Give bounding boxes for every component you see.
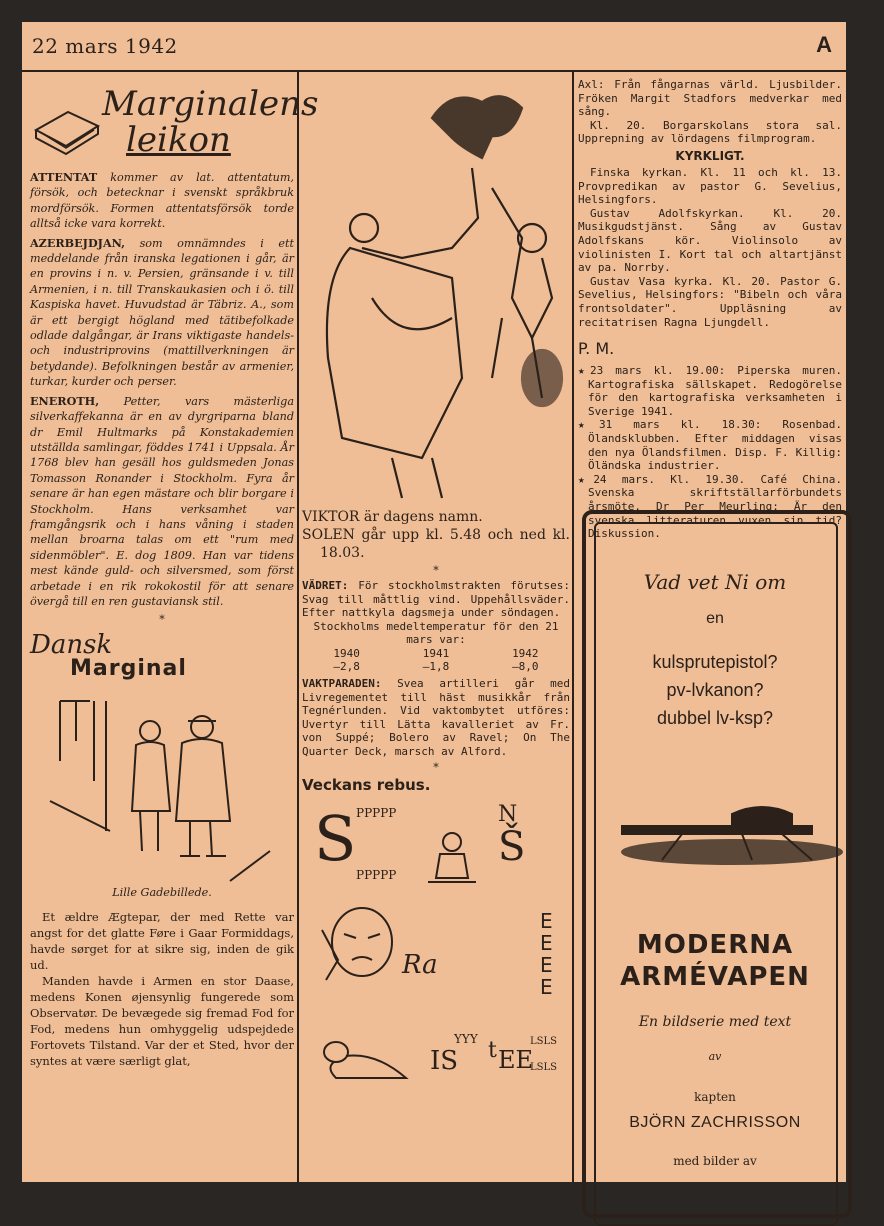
- temperature-intro: Stockholms medeltemperatur för den 21 mars var:: [313, 619, 559, 647]
- guard-parade-head: VAKTPARADEN:: [302, 676, 382, 690]
- child-on-potty-drawing: [422, 830, 482, 890]
- ad-kapten: kapten: [694, 1090, 736, 1104]
- entry-body: Petter, vars mästerliga silverkaffekanna är en av dyrgriparna bland dr Emil Hultmarks på Konstakademien utställda samlingar, föddes 1741 i Uppsala. År 1768 blev han gesäll hos guldsmeden Jonas Tomasson Ronander i Stockholm. Fyra år senare är han egen mästare och blir borgare i Stockholm. Hans verksamhet var framgångsrik och i hans våning i staden mellan broarna talas om ett "rum med sidenmöbler". E. dog 1809. Han var tidens mest kände guld- och silversmed, som först arbetade i en rik rokokostil för att senare övergå till en ren gustaviansk stil.: [30, 394, 294, 608]
- section-star: *: [433, 760, 439, 774]
- crying-man-drawing: [312, 900, 402, 990]
- church-listing: Gustav Vasa kyrka. Kl. 20. Pastor G. Sevelius, Helsingfors: "Bibeln och våra frontsoldater". Uppläsning av recitatrisen Ragna Ljungdell.: [578, 274, 842, 329]
- rebus-yyy: YYY: [454, 1031, 478, 1046]
- rebus-ls: LSLS: [530, 1061, 557, 1073]
- rebus-e: E: [540, 974, 553, 999]
- marginalens-lexikon-logo: [30, 78, 319, 170]
- event-paragraph: Axl: Från fångarnas värld. Ljusbilder. Fröken Margit Stadfors medverkar med sång.: [578, 78, 842, 119]
- section-star: *: [159, 613, 165, 627]
- rebus-title: Veckans rebus.: [302, 775, 431, 794]
- church-listing: Finska kyrkan. Kl. 11 och kl. 13. Provpredikan av pastor G. Sevelius, Helsingfors.: [578, 165, 842, 207]
- rebus-s-hacek: Š: [498, 823, 526, 870]
- ad-question-line: pv-lvkanon?: [666, 680, 764, 700]
- advertisement: [582, 510, 848, 1210]
- ad-question-line: en: [706, 610, 724, 627]
- marginal-heading: Marginal: [70, 656, 187, 682]
- page-header: [22, 22, 846, 72]
- rebus-puzzle: [302, 800, 570, 1100]
- dansk-heading: Dansk: [30, 630, 113, 661]
- event-paragraph: Kl. 20. Borgarskolans stora sal. Upprepning av lördagens filmprogram.: [578, 118, 842, 146]
- rebus-e: E: [540, 908, 553, 933]
- weather-head: VÄDRET:: [302, 579, 349, 592]
- cartoon-caption: Lille Gadebillede.: [112, 886, 212, 900]
- weather-body: För stockholmstrakten förutses: Svag till måttlig vind. Uppehållsväder. Efter nattkyla dagsmeja under söndagen.: [302, 579, 570, 620]
- column-divider-right: [572, 72, 574, 1182]
- lexikon-entry: [30, 394, 294, 610]
- rebus-p-cluster: PPPPP: [356, 805, 397, 820]
- ad-med-bilder: med bilder av: [673, 1154, 757, 1168]
- column-divider-left: [297, 72, 299, 1182]
- temp-year: 1940: [333, 646, 360, 660]
- ad-av: av: [708, 1050, 722, 1063]
- section-star: *: [433, 564, 439, 577]
- newspaper-page: [22, 22, 846, 1182]
- pm-item: ★24 mars. Kl. 19.30. Café China. Svenska skriftställarförbundets årsmöte. Dr Per Meurling: Är den svenska litteraturen vuxen sin tid? Diskussion.: [578, 472, 842, 541]
- logo-title-line1: Marginalens: [102, 84, 319, 124]
- rebus-e: E: [540, 930, 553, 955]
- pm-heading: P. M.: [578, 339, 615, 359]
- temp-value: —2,8: [333, 659, 360, 673]
- rebus-e-stack: [540, 910, 553, 998]
- temp-year: 1941: [422, 646, 450, 660]
- danish-story-paragraph: Et ældre Ægtepar, der med Rette var angst for det glatte Føre i Gaar Formiddags, havde sørget for at sikre sig, inden de gik ud.: [30, 909, 294, 972]
- ad-title-line: ARMÉVAPEN: [620, 962, 810, 992]
- temp-value: —1,8: [422, 659, 450, 673]
- rebus-big-s: S: [314, 801, 357, 875]
- weather-paragraph: [302, 579, 570, 620]
- page-letter: A: [816, 32, 832, 57]
- book-icon: [32, 102, 102, 154]
- church-listing: Gustav Adolfskyrkan. Kl. 20. Musikgudstjänst. Sång av Gustav Adolfskans kör. Violinsolo av violinisten I. Kort tal och altartjänst av pa. Norrby.: [578, 206, 842, 275]
- guard-parade-body: Svea artilleri går med Livregementet till häst musikkår från Tegnérlunden. Vid vaktombytet utföres: Uvertyr till Lätta kavalleriet av Fr. von Suppé; Bolero av Ravel; On The Quarter Deck, marsch av Alford.: [302, 676, 570, 758]
- ad-author: BJÖRN ZACHRISSON: [629, 1114, 801, 1131]
- pm-item: ★31 mars kl. 18.30: Rosenbad. Ölandsklubben. Efter middagen visas den nya Ölandsfilmen. Disp. F. Killig: Öländska industrier.: [578, 418, 842, 473]
- right-column: [578, 78, 843, 541]
- ad-title-line: MODERNA: [636, 930, 794, 960]
- ad-question-line: dubbel lv-ksp?: [656, 708, 774, 728]
- ad-subtitle: En bildserie med text: [638, 1014, 792, 1030]
- machine-gun-drawing: [582, 790, 848, 870]
- header-rule: [22, 70, 846, 72]
- father-child-illustration: [302, 78, 570, 508]
- danish-story-paragraph: Manden havde i Armen en stor Daase, medens Konen øjensynlig fungerede som Observatør. De bevægede sig fremad Fod for Fod, medens hun omhyggelig udspejdede Fortovets Tilstand. Var der et Sted, hvor der syntes at være særligt glat,: [30, 973, 294, 1068]
- lexikon-entry: [30, 170, 294, 232]
- seal-drawing: [316, 1032, 416, 1092]
- ad-question-line: kulsprutepistol?: [652, 652, 778, 672]
- couple-cartoon: [30, 681, 294, 891]
- pm-item: ★23 mars kl. 19.00: Piperska muren. Kartografiska sällskapet. Redogörelse för den kartografiska verksamheten i Sverige 1941.: [578, 364, 843, 418]
- temperature-values: [302, 660, 570, 673]
- issue-date: 22 mars 1942: [32, 34, 178, 58]
- kyrkligt-heading: KYRKLIGT.: [675, 148, 745, 163]
- rebus-ls: LSLS: [530, 1035, 557, 1047]
- rebus-ra: Ra: [402, 949, 438, 980]
- ad-question-line: Vad vet Ni om: [643, 570, 787, 594]
- name-day-line: VIKTOR är dagens namn.: [302, 509, 483, 525]
- entry-head: ENEROTH,: [30, 393, 100, 408]
- temp-year: 1942: [512, 646, 539, 660]
- rebus-t: t: [488, 1037, 497, 1063]
- entry-body: kommer av lat. attentatum, försök, och betecknar i svenskt språkbruk mordförsök. Formen attentatsförsök torde alltså icke vara korrekt.: [30, 171, 294, 231]
- logo-title-line2: leikon: [126, 120, 231, 160]
- rebus-n: N: [498, 801, 518, 827]
- left-column: [30, 78, 319, 1182]
- entry-body: som omnämndes i ett meddelande från iranska legationen i går, är en provins i n. v. Persien, gränsande i v. till Armenien, i n. till Transkaukasien och i ö. till Kaspiska havet. Huvudstad är Täbriz. A., som är ett bergigt högland med tätibefolkade odlade dalgångar, är Irans viktigaste handels- och industriprovins (mattillverkningen är betydande). Befolkningen består av armenier, turkar, kurder och perser.: [30, 236, 294, 389]
- temperature-table: [302, 647, 570, 660]
- guard-parade-paragraph: [302, 677, 570, 759]
- middle-column: [302, 78, 570, 1182]
- sun-times-line: SOLEN går upp kl. 5.48 och ned kl. 18.03.: [302, 527, 570, 561]
- lexikon-entry: [30, 236, 294, 390]
- rebus-ee: EE: [498, 1045, 534, 1074]
- temp-value: —8,0: [512, 659, 539, 673]
- entry-head: ATTENTAT: [30, 170, 98, 184]
- rebus-e: E: [540, 952, 553, 977]
- rebus-is: IS: [430, 1045, 459, 1076]
- rebus-p-cluster: PPPPP: [356, 867, 397, 882]
- entry-head: AZERBEJDJAN,: [30, 235, 126, 250]
